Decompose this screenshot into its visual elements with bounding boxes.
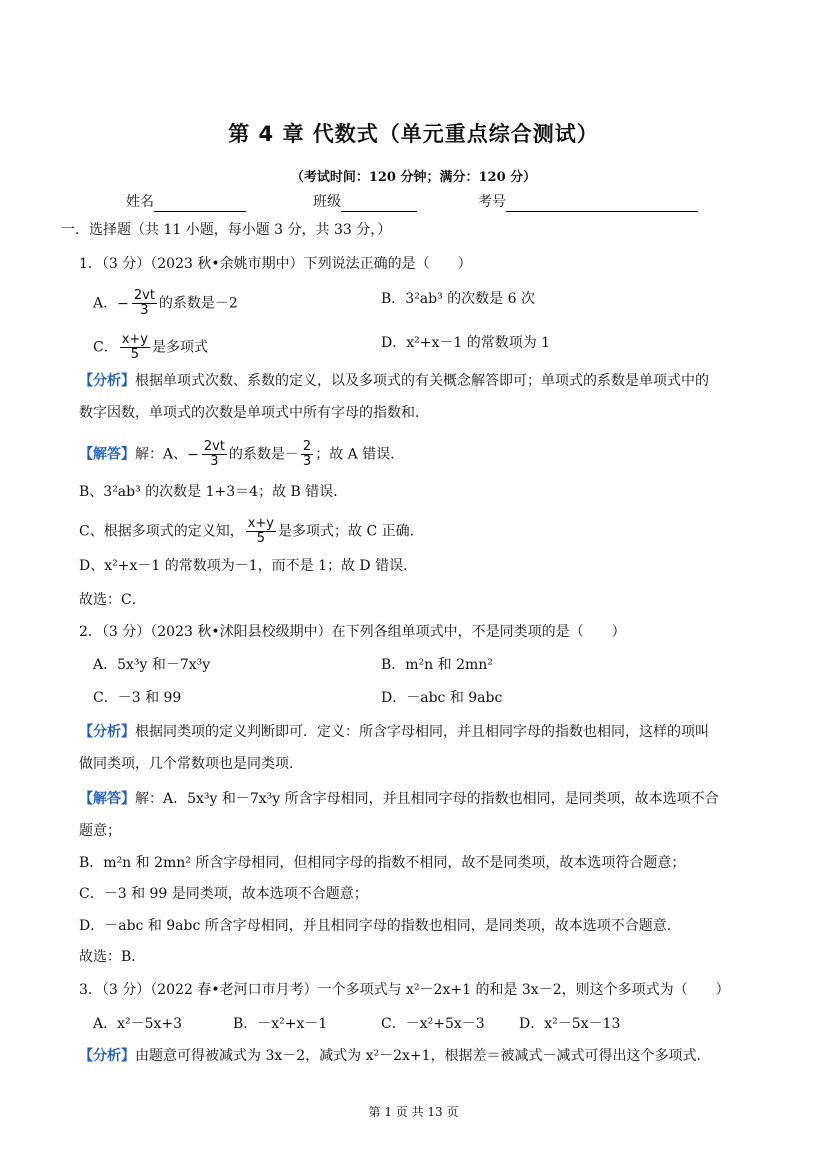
number-blank[interactable] <box>506 195 698 212</box>
q1-stem: 1．（3 分）（2023 秋•余姚市期中）下列说法正确的是（ ） <box>79 256 472 272</box>
class-label: 班级 <box>313 194 341 210</box>
q1-solution-d: D、x²+x－1 的常数项为－1，而不是 1；故 D 错误． <box>79 558 418 574</box>
q2-option-c: C．－3 和 99 <box>93 690 182 706</box>
q1-solution-a: 【解答】解：A、− $\frac{2vt}{3}$ 的系数是－ $\frac{2}{3}$ ；故 A 错误． <box>79 439 405 469</box>
name-blank[interactable] <box>154 195 246 212</box>
q2-option-b: B．m²n 和 2mn² <box>381 657 493 673</box>
page-footer: 第 1 页 共 13 页 <box>368 1105 459 1119</box>
page-title: 第 4 章 代数式（单元重点综合测试） <box>228 122 599 146</box>
q1-option-a: A．− $\frac{2vt}{3}$ 的系数是－2 <box>93 288 238 318</box>
exam-info: （考试时间：120 分钟；满分：120 分） <box>290 170 537 185</box>
q1-solution-b: B、3²ab³ 的次数是 1+3＝4；故 B 错误． <box>79 484 348 500</box>
q1-option-d: D．x²+x－1 的常数项为 1 <box>381 335 551 351</box>
q3-option-c: C．－x²+5x－3 <box>381 1016 485 1032</box>
q2-choice: 故选：B． <box>79 949 146 965</box>
name-label: 姓名 <box>126 194 154 210</box>
q1-analysis-cont: 数字因数，单项式的次数是单项式中所有字母的指数和． <box>79 405 429 421</box>
q2-solution-2: 题意； <box>79 823 121 839</box>
q3-option-d: D．x²－5x－13 <box>519 1016 621 1032</box>
q2-option-a: A．5x³y 和－7x³y <box>93 657 211 673</box>
number-field[interactable] <box>478 192 698 212</box>
analysis-tag: 【分析】 <box>79 373 135 389</box>
name-field[interactable] <box>126 192 246 212</box>
q2-solution-1: 【解答】解：A．5x³y 和－7x³y 所含字母相同，并且相同字母的指数也相同，是同类项，故本选项不合 <box>79 791 719 807</box>
q1-choice: 故选：C． <box>79 592 146 608</box>
q1-analysis: 【分析】根据单项式次数、系数的定义，以及多项式的有关概念解答即可；单项式的系数是单项式中的 <box>79 373 709 389</box>
q2-stem: 2．（3 分）（2023 秋•沭阳县校级期中）在下列各组单项式中，不是同类项的是（ ） <box>79 624 626 640</box>
q3-analysis: 【分析】由题意可得被减式为 3x－2，减式为 x²－2x+1，根据差＝被减式－减式可得出这个多项式． <box>79 1048 711 1064</box>
q3-option-a: A．x²－5x+3 <box>93 1016 183 1032</box>
section-heading: 一．选择题（共 11 小题，每小题 3 分，共 33 分，） <box>61 222 392 238</box>
q1-solution-c: C、根据多项式的定义知， $\frac{x+y}{5}$ 是多项式；故 C 正确． <box>79 516 424 546</box>
q1-a-fraction: $\frac{2vt}{3}$ <box>133 288 155 318</box>
q1-option-b: B．3²ab³ 的次数是 6 次 <box>381 291 535 307</box>
q2-solution-4: C．－3 和 99 是同类项，故本选项不合题意； <box>79 886 368 902</box>
q1-option-c: C． $\frac{x+y}{5}$ 是多项式 <box>93 332 208 362</box>
q3-stem: 3．（3 分）（2022 春•老河口市月考）一个多项式与 x²－2x+1 的和是 3x－2，则这个多项式为（ ） <box>79 982 730 998</box>
class-blank[interactable] <box>341 195 417 212</box>
class-field[interactable] <box>313 192 417 212</box>
q2-solution-5: D．－abc 和 9abc 所含字母相同，并且相同字母的指数也相同，是同类项，故本选项不合题意． <box>79 918 681 934</box>
q2-solution-3: B．m²n 和 2mn² 所含字母相同，但相同字母的指数不相同，故不是同类项，故本选项符合题意； <box>79 855 686 871</box>
solution-tag: 【解答】 <box>79 446 135 463</box>
q2-analysis-cont: 做同类项，几个常数项也是同类项． <box>79 756 303 772</box>
number-label: 考号 <box>478 194 506 210</box>
q3-option-b: B．－x²+x－1 <box>233 1016 328 1032</box>
q1-c-fraction: $\frac{x+y}{5}$ <box>121 332 148 362</box>
q2-analysis: 【分析】根据同类项的定义判断即可．定义：所含字母相同，并且相同字母的指数也相同，这样的项叫 <box>79 724 709 740</box>
q2-option-d: D．－abc 和 9abc <box>381 690 503 706</box>
